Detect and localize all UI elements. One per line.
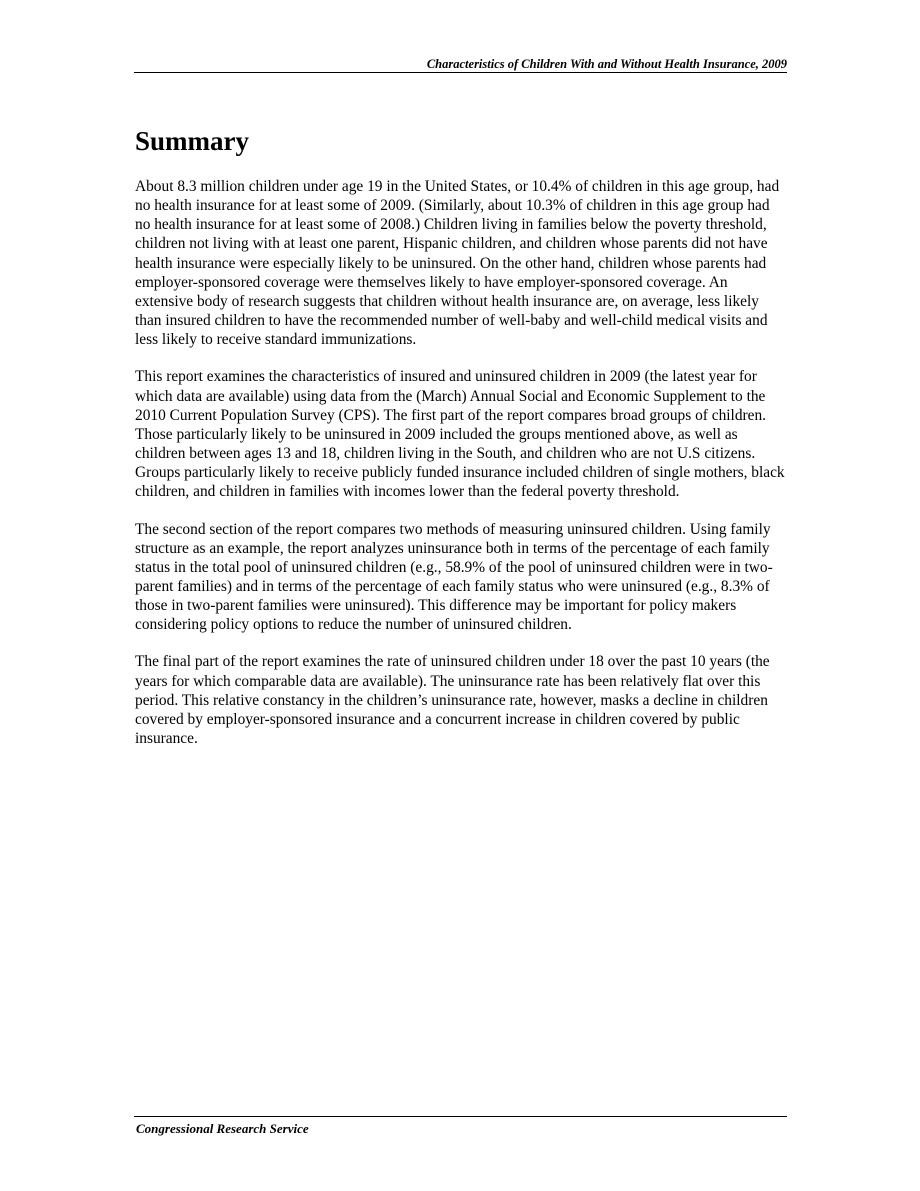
- running-header: Characteristics of Children With and Without Health Insurance, 2009: [426, 57, 787, 71]
- footer-divider: [134, 1116, 787, 1117]
- header-divider: [134, 72, 787, 73]
- paragraph-3: The second section of the report compares two methods of measuring uninsured children. Using family structure as an example, the report analyzes uninsurance both in terms of the percentage of each family status in the total pool of uninsured children (e.g., 58.9% of the pool of uninsured children were in two-parent families) and in terms of the percentage of each family status who were uninsured (e.g., 8.3% of those in two-parent families were uninsured). This difference may be important for policy makers considering policy options to reduce the number of uninsured children.: [135, 520, 773, 634]
- paragraph-2: This report examines the characteristics of insured and uninsured children in 2009 (the latest year for which data are available) using data from the (March) Annual Social and Economic Supplement to the 2010 Current Population Survey (CPS). The first part of the report compares broad groups of children. Those particularly likely to be uninsured in 2009 included the groups mentioned above, as well as children between ages 13 and 18, children living in the South, and children who are not U.S citizens. Groups particularly likely to receive publicly funded insurance included children of single mothers, black children, and children in families with incomes lower than the federal poverty threshold.: [135, 368, 785, 501]
- summary-body: [135, 177, 787, 766]
- section-title: Summary: [135, 126, 249, 156]
- paragraph-4: The final part of the report examines the rate of uninsured children under 18 over the past 10 years (the years for which comparable data are available). The uninsurance rate has been relatively flat over this period. This relative constancy in the children’s uninsurance rate, however, masks a decline in children covered by employer-sponsored insurance and a concurrent increase in children covered by public insurance.: [135, 653, 770, 748]
- paragraph-1: About 8.3 million children under age 19 in the United States, or 10.4% of children in this age group, had no health insurance for at least some of 2009. (Similarly, about 10.3% of children in this age group had no health insurance for at least some of 2008.) Children living in families below the poverty threshold, children not living with at least one parent, Hispanic children, and children whose parents did not have health insurance were especially likely to be uninsured. On the other hand, children whose parents had employer-sponsored coverage were themselves likely to have employer-sponsored coverage. An extensive body of research suggests that children without health insurance are, on average, less likely than insured children to have the recommended number of well-baby and well-child medical visits and less likely to receive standard immunizations.: [135, 178, 780, 349]
- running-footer: Congressional Research Service: [136, 1121, 309, 1136]
